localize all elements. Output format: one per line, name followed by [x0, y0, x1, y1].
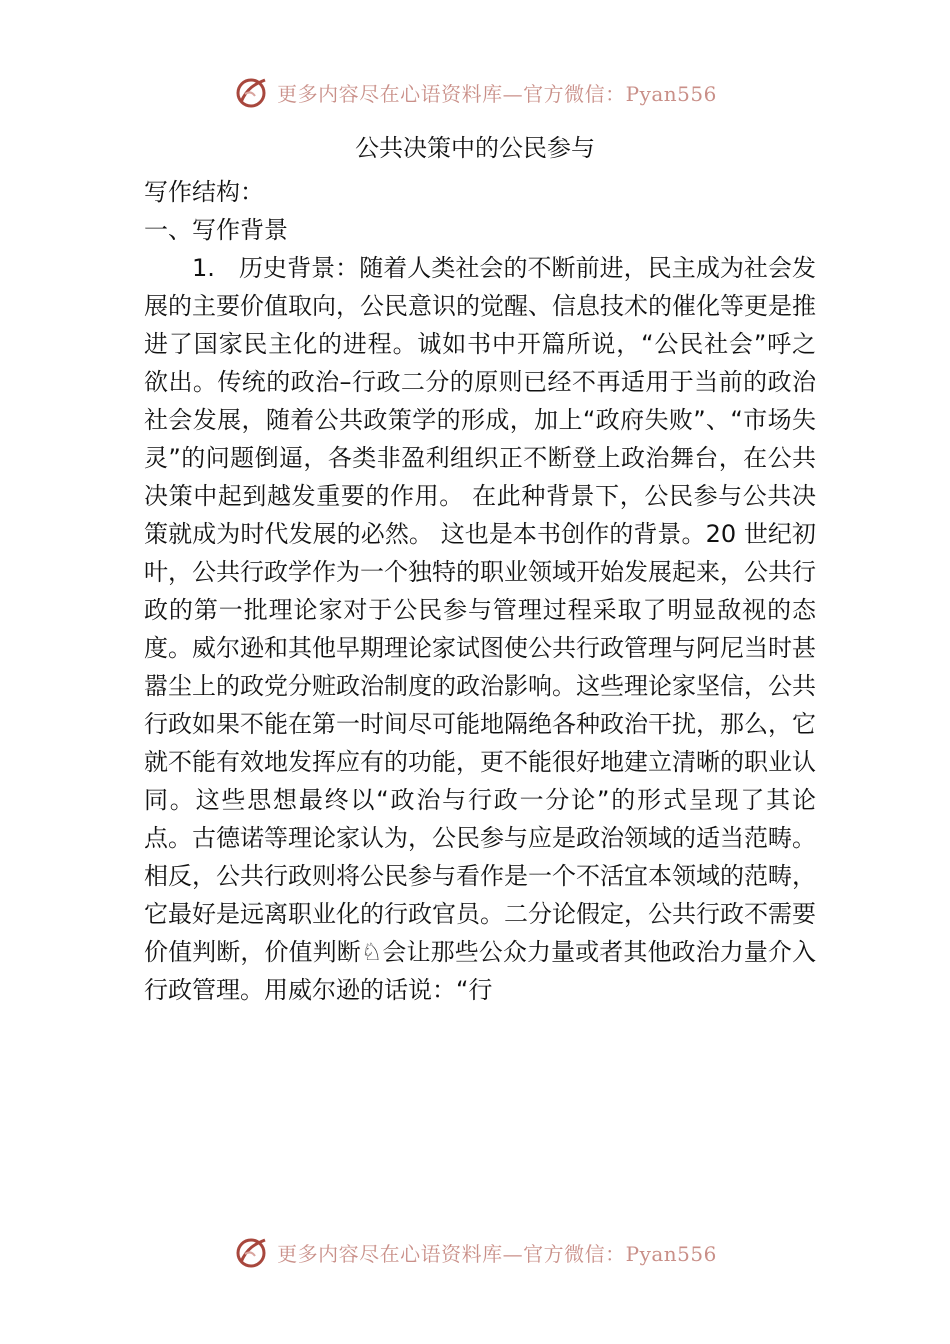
document-body — [144, 173, 816, 1009]
watermark-text: 更多内容尽在心语资料库—官方微信：Pyan556 — [277, 1241, 717, 1266]
body-paragraph: 1. 历史背景：随着人类社会的不断前进，民主成为社会发展的主要价值取向，公民意识的觉醒、信息技术的催化等更是推进了国家民主化的进程。诚如书中开篇所说，“公民社会”呼之欲出。传统的政治–行政二分的原则已经不再适用于当前的政治社会发展，随着公共政策学的形成，加上“政府失败”、“市场失灵”的问题倒逼，各类非盈利组织正不断登上政治舞台，在公共决策中起到越发重要的作用。 在此种背景下，公民参与公共决策就成为时代发展的必然。 这也是本书创作的背景。20 世纪初叶，公共行政学作为一个独特的职业领域开始发展起来，公共行政的第一批理论家对于公民参与管理过程采取了明显敌视的态度。威尔逊和其他早期理论家试图使公共行政管理与阿尼当时甚嚣尘上的政党分赃政治制度的政治影响。这些理论家坚信，公共行政如果不能在第一时间尽可能地隔绝各种政治干扰，那么，它就不能有效地发挥应有的功能，更不能很好地建立清晰的职业认同。这些思想最终以“政治与行政一分论”的形式呈现了其论点。古德诺等理论家认为，公民参与应是政治领域的适当范畴。相反，公共行政则将公民参与看作是一个不活宜本领域的范畴，它最好是远离职业化的行政官员。二分论假定，公共行政不需要价值判断，价值判断♘会让那些公众力量或者其他政治力量介入行政管理。用威尔逊的话说：“行 — [144, 254, 816, 1004]
brand-logo-icon — [233, 74, 269, 110]
header-watermark — [0, 72, 950, 112]
watermark-text: 更多内容尽在心语资料库—官方微信：Pyan556 — [277, 81, 717, 106]
section-heading: 写作结构： — [144, 178, 264, 206]
brand-logo-icon — [233, 1234, 269, 1270]
footer-watermark — [0, 1232, 950, 1272]
subheading: 一、写作背景 — [144, 216, 288, 244]
document-title: 公共决策中的公民参与 — [355, 134, 595, 162]
